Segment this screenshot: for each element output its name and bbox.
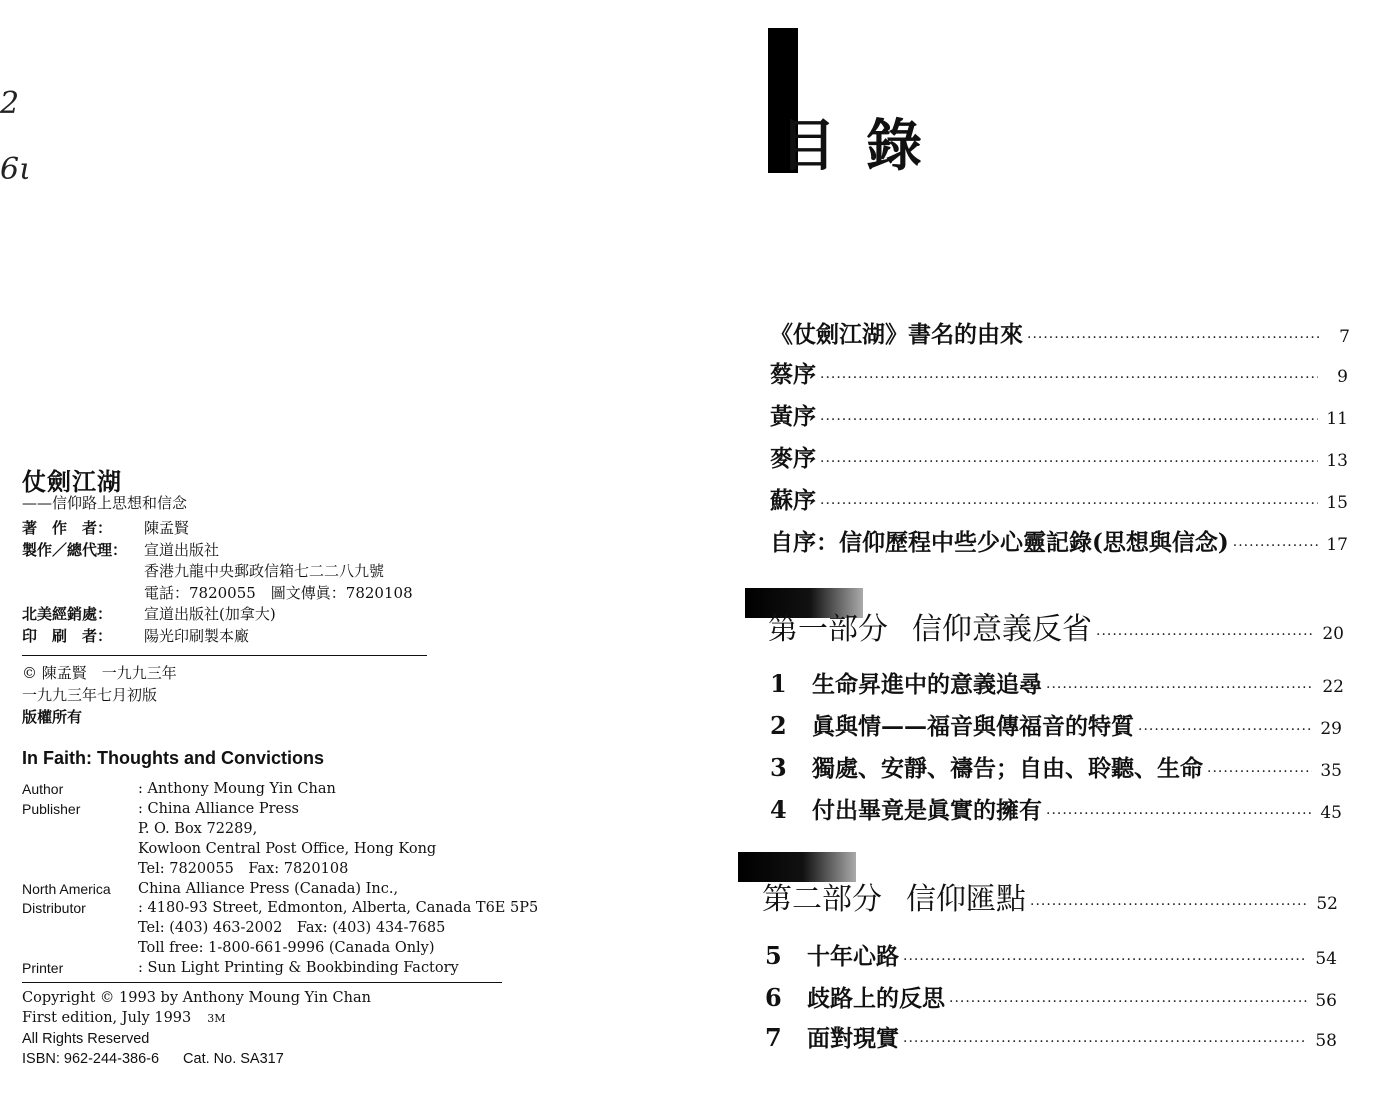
na-distributor-label: 北美經銷處： (22, 605, 113, 624)
toc-entry-page: 9 (1337, 367, 1348, 387)
author-label: 著 作 者： (22, 519, 113, 537)
chapter-number: 6 (765, 983, 782, 1012)
en-author-row (22, 780, 502, 800)
toc-entry-title: 麥序 (770, 445, 816, 472)
producer-phone: 電話：7820055 圖文傳眞：7820108 (144, 583, 413, 602)
toc-entry (770, 524, 1348, 557)
copyright-zh-block (22, 662, 177, 728)
author-row (22, 518, 427, 540)
toc-entry-page: 7 (1339, 327, 1350, 347)
en-distributor-label: Distributor (22, 900, 86, 917)
en-distributor-row (22, 899, 539, 919)
part-label: 第一部分 (768, 612, 888, 647)
leader-dots (949, 994, 1307, 1010)
chapter-title: 歧路上的反思 (807, 985, 945, 1012)
producer-value: 宣道出版社 (144, 540, 220, 559)
rights-en: All Rights Reserved (22, 1031, 150, 1047)
edition-en: First edition, July 1993 (22, 1010, 192, 1026)
toc-chapter (765, 980, 1337, 1013)
isbn-row (22, 1049, 371, 1069)
leader-dots (820, 454, 1318, 470)
isbn: ISBN: 962-244-386-6 (22, 1051, 160, 1067)
toc-chapter (770, 750, 1342, 783)
chapter-title: 面對現實 (807, 1025, 899, 1052)
leader-dots (1046, 680, 1314, 696)
chapter-title: 眞與情——福音與傳福音的特質 (812, 713, 1134, 740)
toc-entry (770, 356, 1348, 389)
chapter-number: 4 (770, 795, 787, 824)
chapter-title: 付出畢竟是眞實的擁有 (812, 797, 1042, 824)
chapter-number: 3 (770, 753, 787, 782)
chapter-title: 獨處、安靜、禱告；自由、聆聽、生命 (812, 755, 1203, 782)
catalog-number: Cat. No. SA317 (183, 1051, 284, 1067)
toc-entry-page: 15 (1326, 493, 1348, 513)
na-distributor-row (22, 604, 427, 626)
toc-chapter (765, 938, 1337, 971)
part-name: 信仰意義反省 (912, 612, 1092, 647)
leader-dots (1138, 722, 1312, 738)
chapter-page: 56 (1315, 991, 1337, 1011)
chapter-number: 7 (765, 1023, 782, 1052)
chapter-page: 29 (1320, 719, 1342, 739)
margin-note-2: 6ι (0, 152, 31, 187)
part-label: 第二部分 (762, 882, 882, 917)
leader-dots (1233, 538, 1318, 554)
book-title-en: In Faith: Thoughts and Convictions (22, 748, 324, 768)
printer-row-zh (22, 626, 427, 648)
toc-chapter (770, 666, 1344, 699)
book-subtitle-zh: ——信仰路上思想和信念 (22, 494, 188, 512)
leader-dots (820, 496, 1318, 512)
chapter-title: 生命昇進中的意義追尋 (812, 671, 1042, 698)
toc-heading: 目錄 (780, 113, 952, 179)
toc-chapter (770, 792, 1342, 825)
producer-label: 製作／總代理： (22, 540, 128, 559)
leader-dots (1046, 806, 1312, 822)
leader-dots (820, 412, 1318, 428)
en-printer-value: : Sun Light Printing & Bookbinding Factory (138, 960, 459, 977)
chapter-page: 54 (1315, 949, 1337, 969)
en-printer-label: Printer (22, 960, 64, 977)
author-value: 陳孟賢 (144, 519, 190, 537)
toc-entry-title: 《仗劍江湖》書名的由來 (770, 321, 1023, 348)
rights-zh: 版權所有 (22, 708, 83, 726)
en-printer-row (22, 959, 502, 979)
chapter-number: 1 (770, 669, 787, 698)
en-publisher-po-box: P. O. Box 72289, (138, 820, 258, 837)
copyright-en: Copyright © 1993 by Anthony Moung Yin Chan (22, 990, 371, 1006)
printer-label-zh: 印 刷 者： (22, 626, 113, 645)
leader-dots (903, 952, 1307, 968)
toc-entry-title: 蔡序 (770, 361, 816, 388)
en-publisher-value: : China Alliance Press (138, 800, 299, 817)
en-publisher-label: Publisher (22, 800, 81, 817)
toc-entry (770, 316, 1350, 349)
edition-en-row (22, 1008, 371, 1029)
na-distributor-value: 宣道出版社(加拿大) (144, 605, 276, 624)
leader-dots (1030, 897, 1308, 913)
toc-part-heading (762, 874, 1338, 918)
leader-dots (820, 370, 1318, 386)
toc-entry-page: 13 (1326, 451, 1348, 471)
copyright-zh: © 陳孟賢 一九九三年 (22, 664, 177, 682)
en-distributor-value: : 4180-93 Street, Edmonton, Alberta, Canada T6E 5P5 (138, 900, 539, 917)
printer-value-zh: 陽光印刷製本廠 (144, 626, 250, 645)
toc-entry (770, 482, 1348, 515)
book-title-zh: 仗劍江湖 (22, 467, 122, 496)
en-na-value: China Alliance Press (Canada) Inc., (138, 880, 399, 897)
chapter-number: 5 (765, 941, 782, 970)
en-author-label: Author (22, 781, 64, 797)
toc-chapter (765, 1020, 1337, 1053)
chapter-number: 2 (770, 711, 787, 740)
en-author-value: : Anthony Moung Yin Chan (138, 781, 336, 797)
part-name: 信仰匯點 (906, 882, 1026, 917)
en-publisher-city: Kowloon Central Post Office, Hong Kong (138, 840, 437, 857)
toc-entry-page: 17 (1326, 535, 1348, 555)
leader-dots (1207, 764, 1312, 780)
toc-entry-page: 11 (1326, 409, 1348, 429)
en-na-row (22, 880, 502, 900)
edition-zh: 一九九三年七月初版 (22, 686, 158, 704)
toc-entry-title: 自序：信仰歷程中些少心靈記錄(思想與信念) (770, 529, 1229, 556)
en-distributor-phone: Tel: (403) 463-2002 Fax: (403) 434-7685 (138, 920, 446, 937)
toc-entry-title: 蘇序 (770, 487, 816, 514)
toc-chapter (770, 708, 1342, 741)
toc-entry (770, 440, 1348, 473)
toc-entry-title: 黃序 (770, 403, 816, 430)
colophon-zh-details (22, 518, 427, 648)
chapter-page: 58 (1315, 1031, 1337, 1051)
chapter-title: 十年心路 (807, 943, 899, 970)
divider-zh (22, 655, 427, 656)
divider-en (22, 982, 502, 983)
en-publisher-phone: Tel: 7820055 Fax: 7820108 (138, 860, 349, 877)
en-distributor-tollfree: Toll free: 1-800-661-9996 (Canada Only) (138, 940, 435, 957)
toc-part-heading (768, 604, 1344, 648)
chapter-page: 22 (1322, 677, 1344, 697)
leader-dots (1096, 627, 1314, 643)
chapter-page: 35 (1320, 761, 1342, 781)
part-page: 20 (1322, 624, 1344, 644)
copyright-en-block (22, 988, 371, 1069)
leader-dots (1027, 330, 1320, 346)
producer-row (22, 540, 427, 562)
print-run: 3M (207, 1012, 226, 1025)
leader-dots (903, 1034, 1307, 1050)
chapter-page: 45 (1320, 803, 1342, 823)
toc-entry (770, 398, 1348, 431)
producer-address: 香港九龍中央郵政信箱七二二八九號 (144, 562, 385, 581)
en-publisher-row (22, 800, 502, 820)
part-page: 52 (1316, 894, 1338, 914)
en-na-label: North America (22, 880, 111, 897)
margin-note-1: 2 (0, 86, 20, 121)
colophon-en-details (22, 780, 539, 979)
